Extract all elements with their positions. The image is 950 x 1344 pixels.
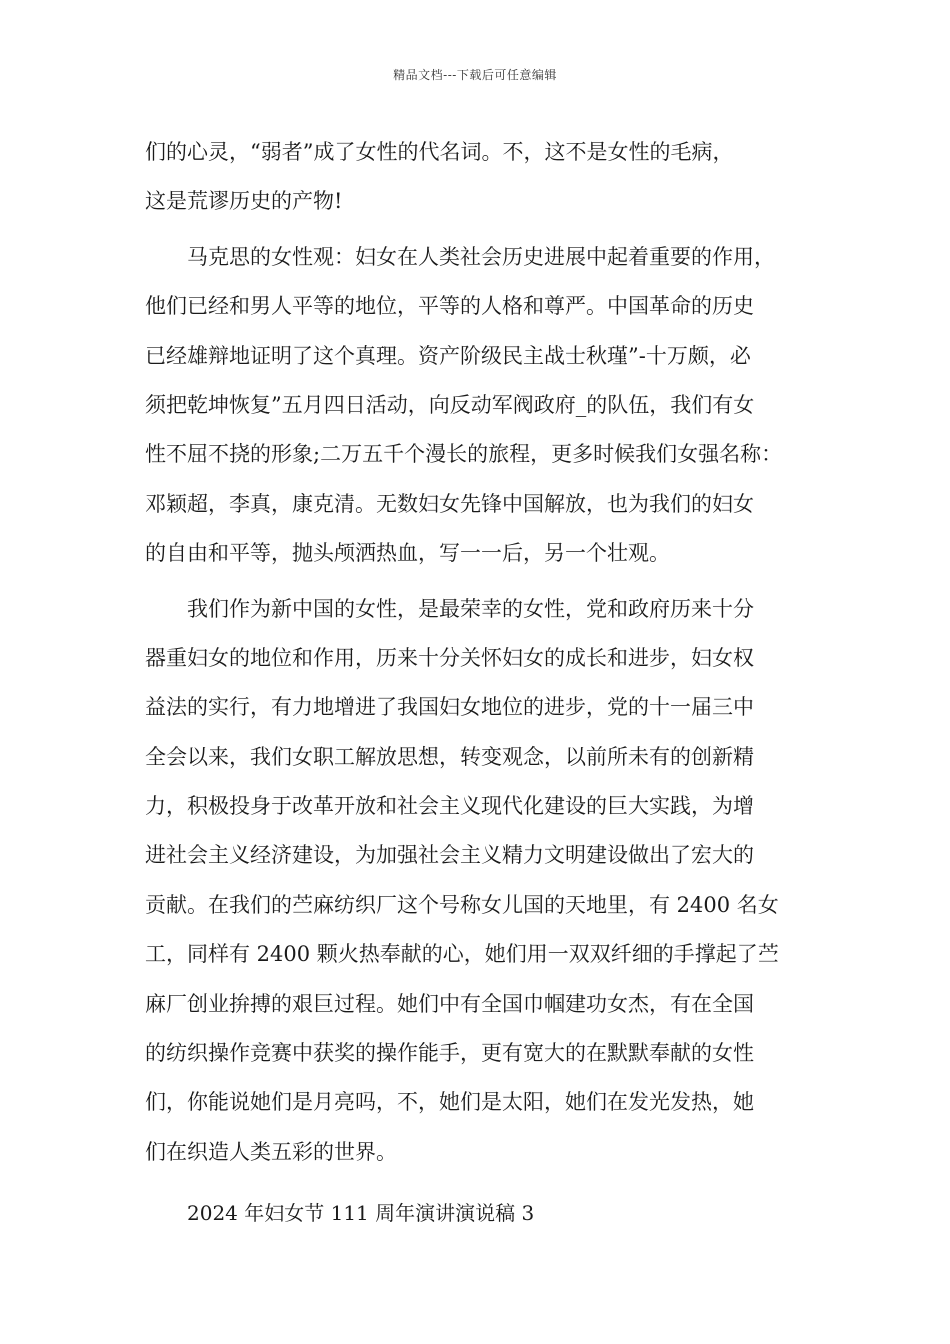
paragraph-line: 力，积极投身于改革开放和社会主义现代化建设的巨大实践，为增	[145, 794, 754, 819]
paragraph-line: 邓颖超，李真，康克清。无数妇女先锋中国解放，也为我们的妇女	[145, 491, 754, 516]
paragraph-line: 进社会主义经济建设，为加强社会主义精力文明建设做出了宏大的	[145, 843, 754, 868]
section-heading: 2024 年妇女节 111 周年演讲演说稿 3	[187, 1201, 535, 1226]
paragraph-line: 贡献。在我们的苎麻纺织厂这个号称女儿国的天地里，有 2400 名女	[145, 892, 779, 917]
paragraph-line: 的纺织操作竞赛中获奖的操作能手，更有宽大的在默默奉献的女性	[145, 1041, 754, 1066]
paragraph-line: 须把乾坤恢复”五月四日活动，向反动军阀政府_的队伍，我们有女	[145, 392, 755, 417]
paragraph-line: 我们作为新中国的女性，是最荣幸的女性，党和政府历来十分	[187, 596, 754, 621]
page-header: 精品文档---下载后可任意编辑	[393, 68, 557, 82]
paragraph-3	[145, 585, 810, 1178]
paragraph-2	[145, 233, 810, 579]
paragraph-line: 器重妇女的地位和作用，历来十分关怀妇女的成长和进步，妇女权	[145, 645, 754, 670]
paragraph-line: 益法的实行，有力地增进了我国妇女地位的进步，党的十一届三中	[145, 695, 754, 720]
paragraph-line: 们的心灵，“弱者”成了女性的代名词。不，这不是女性的毛病，	[145, 140, 734, 164]
paragraph-line: 麻厂创业拚搏的艰巨过程。她们中有全国巾帼建功女杰，有在全国	[145, 991, 754, 1016]
paragraph-line: 马克思的女性观：妇女在人类社会历史进展中起着重要的作用，	[187, 244, 775, 269]
paragraph-line: 的自由和平等，抛头颅洒热血，写一一后，另一个壮观。	[145, 541, 670, 566]
paragraph-line: 已经雄辩地证明了这个真理。资产阶级民主战士秋瑾”-十万颇，必	[145, 343, 751, 368]
paragraph-line: 性不屈不挠的形象;二万五千个漫长的旅程，更多时候我们女强名称：	[145, 442, 783, 467]
paragraph-1	[145, 128, 810, 227]
paragraph-line: 这是荒谬历史的产物!	[145, 189, 343, 214]
document-body	[145, 128, 810, 1239]
paragraph-line: 们在织造人类五彩的世界。	[145, 1139, 397, 1164]
paragraph-line: 全会以来，我们女职工解放思想，转变观念，以前所未有的创新精	[145, 744, 754, 769]
paragraph-line: 工，同样有 2400 颗火热奉献的心，她们用一双双纤细的手撑起了苎	[145, 942, 779, 967]
paragraph-line: 们，你能说她们是月亮吗，不，她们是太阳，她们在发光发热，她	[145, 1090, 754, 1115]
paragraph-line: 他们已经和男人平等的地位，平等的人格和尊严。中国革命的历史	[145, 294, 754, 319]
